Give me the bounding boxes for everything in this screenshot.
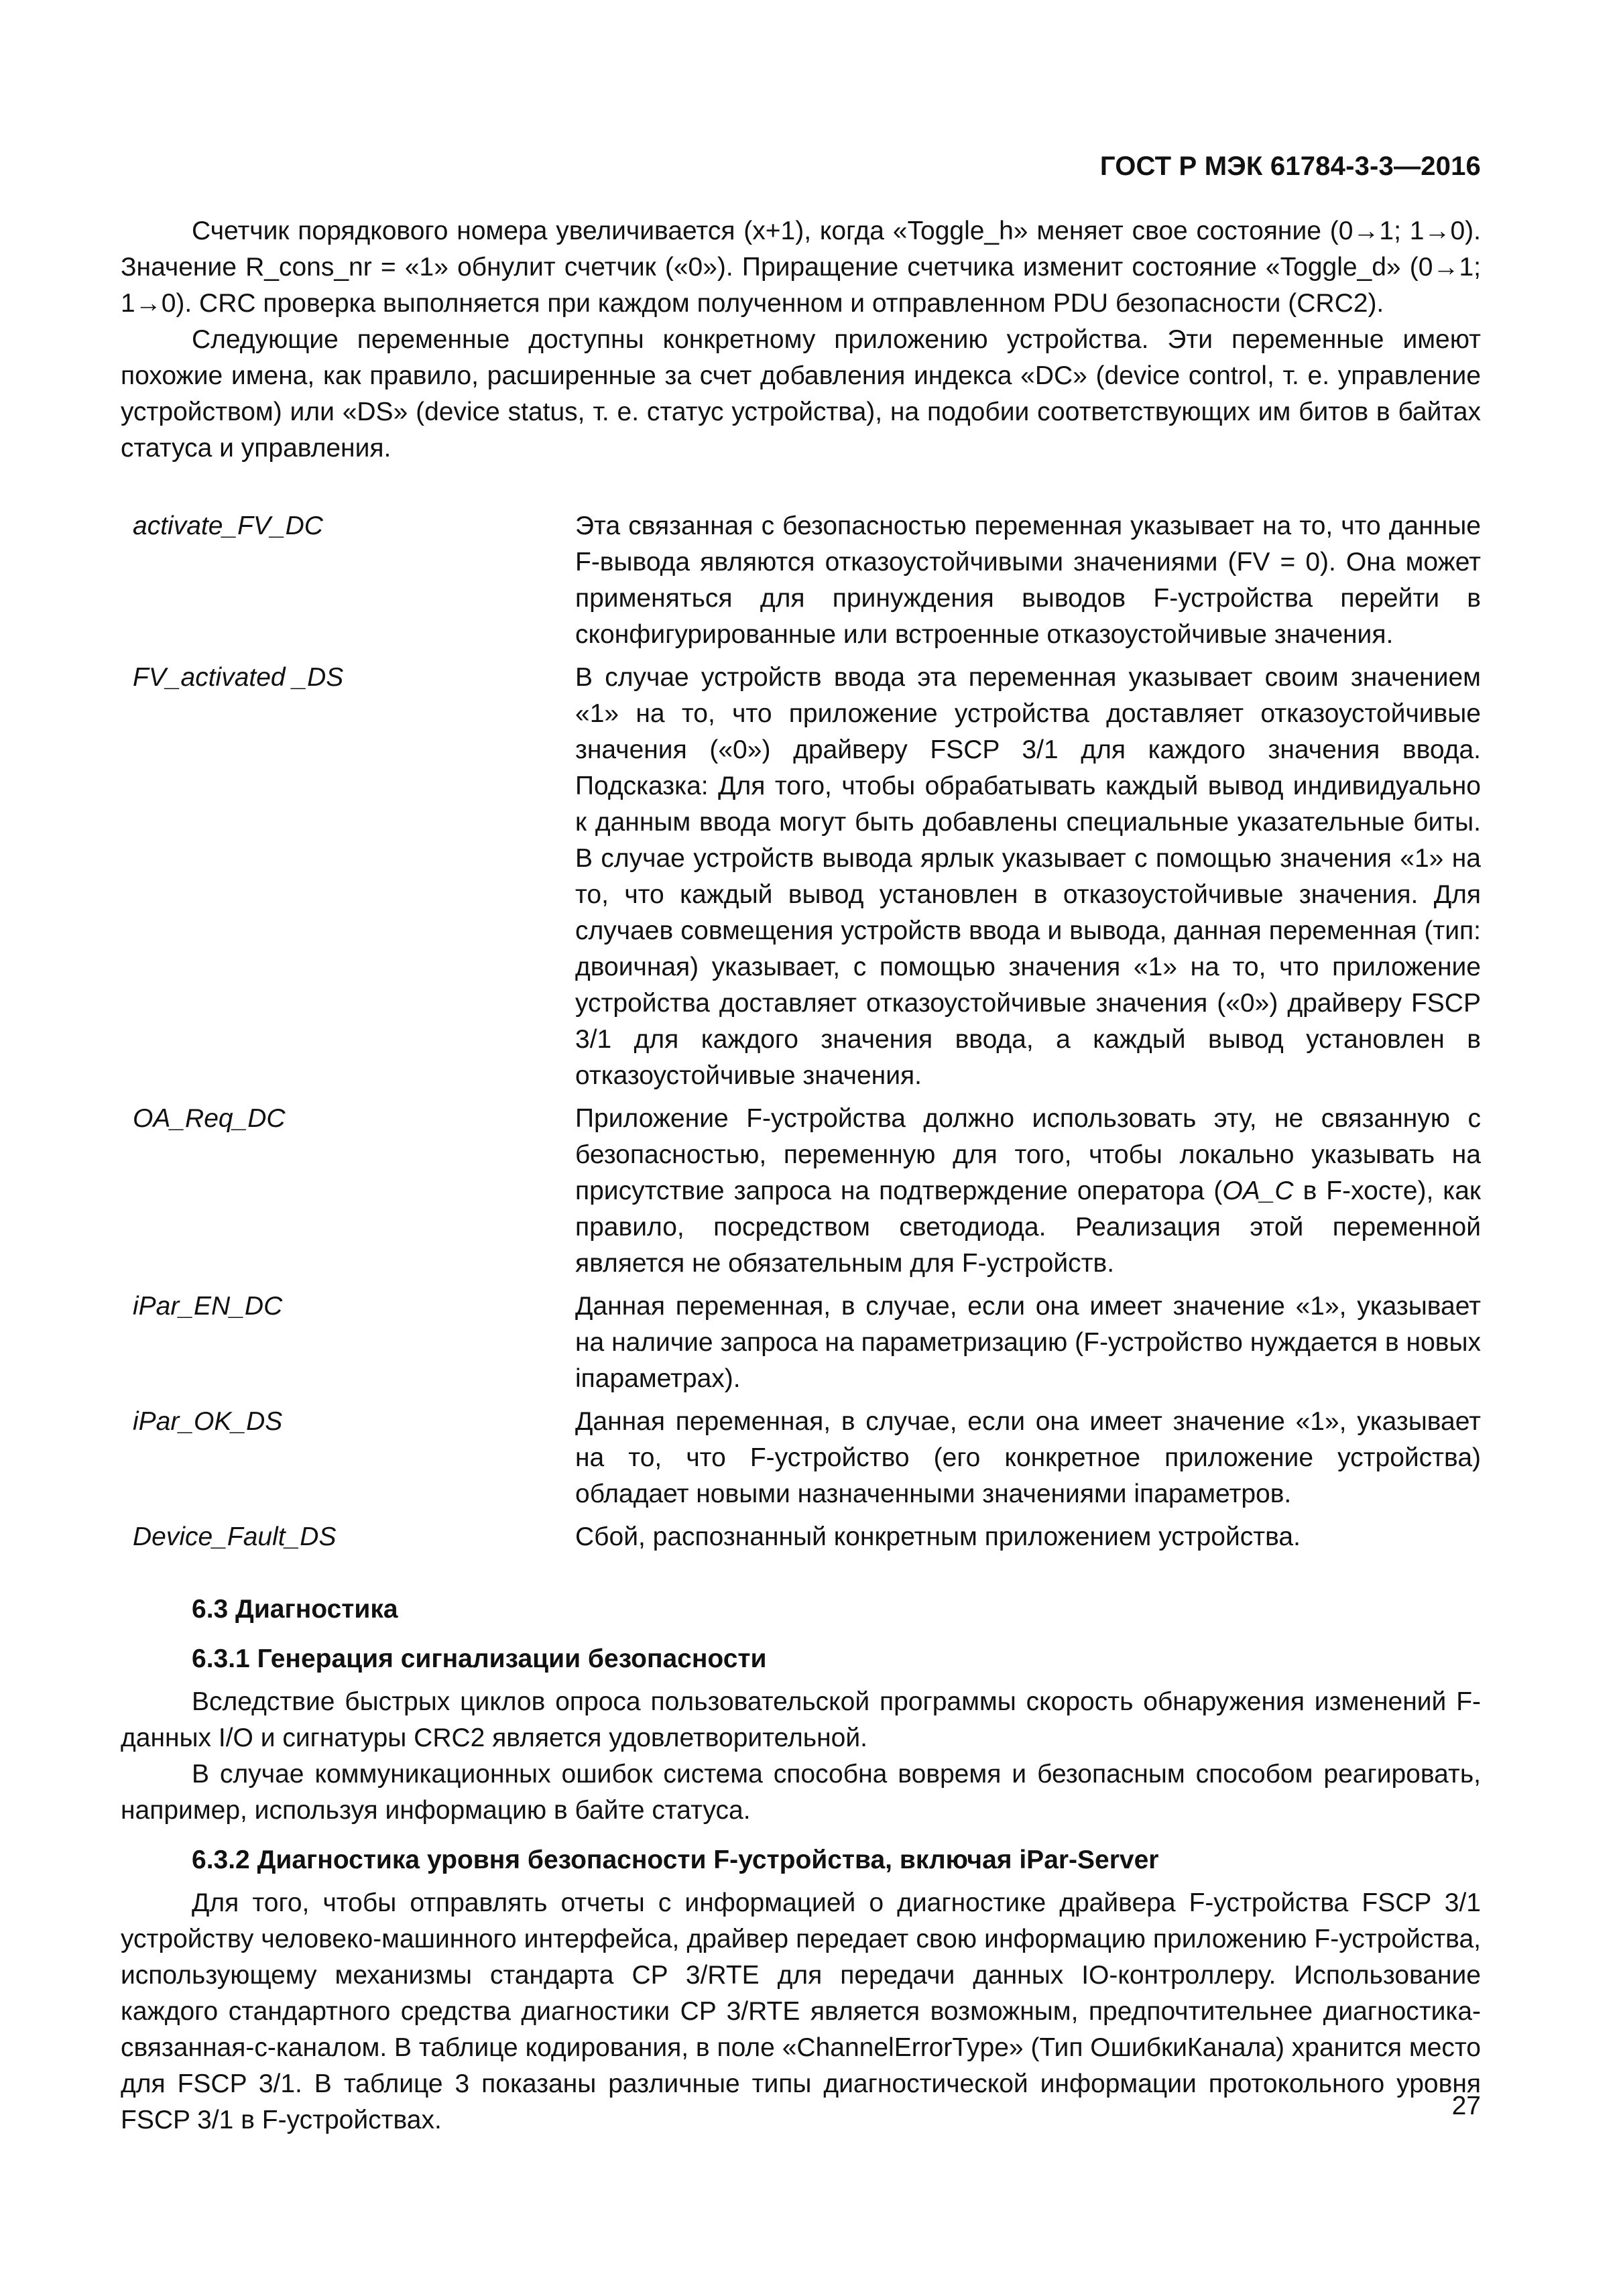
definition-term: OA_Req_DC	[133, 1104, 286, 1133]
definition-description: Данная переменная, в случае, если она имеет значение «1», указывает на наличие запроса на параметризацию (F-устройство нуждается в новых iпараметрах).	[575, 1292, 1482, 1393]
definitions-table	[121, 508, 1481, 1562]
definition-description	[575, 1101, 1481, 1288]
description-text: в F-хосте), как правило, посредством светодиода. Реализация этой переменной является не обязательным для F-устройств.	[575, 1176, 1481, 1278]
section-6-3-1-paragraph-1: Вследствие быстрых циклов опроса пользовательской программы скорость обнаружения изменений F-данных I/O и сигнатуры CRC2 является удовлетворительной.	[121, 1687, 1481, 1752]
section-heading-6-3-2: 6.3.2 Диагностика уровня безопасности F-устройства, включая iPar-Server	[192, 1846, 1159, 1874]
definition-term: FV_activated _DS	[133, 663, 344, 692]
description-text: Приложение F-устройства должно использовать эту, не связанную с безопасностью, переменную для того, чтобы локально указывать на присутствие запроса на подтверждение оператора (	[575, 1104, 1481, 1205]
section-6-3-2-paragraph-1: Для того, чтобы отправлять отчеты с информацией о диагностике драйвера F-устройства FSCP 3/1 устройству человеко-машинного интерфейса, драйвер передает свою информацию приложению F-устройства, использующему механизмы стандарта CP 3/RTE для передачи данных IO-контроллеру. Использование каждого стандартного средства диагностики CP 3/RTE является возможным, предпочтительнее диагностика-связанная-с-каналом. В таблице кодирования, в поле «ChannelErrorType» (Тип ОшибкиКанала) хранится место для FSCP 3/1. В таблице 3 показаны различные типы диагностической информации протокольного уровня FSCP 3/1 в F-устройствах.	[121, 1888, 1481, 2134]
intro-paragraph-2: Следующие переменные доступны конкретному приложению устройства. Эти переменные имеют похожие имена, как правило, расширенные за счет добавления индекса «DC» (device control, т. е. управление устройством) или «DS» (device status, т. е. статус устройства), на подобии соответствующих им битов в байтах статуса и управления.	[121, 325, 1481, 463]
section-heading-6-3-1: 6.3.1 Генерация сигнализации безопасности	[192, 1644, 767, 1673]
description-italic-term: OA_C	[1222, 1176, 1294, 1205]
page-number: 27	[1451, 2092, 1481, 2120]
definition-description: Сбой, распознанный конкретным приложением устройства.	[575, 1522, 1301, 1551]
section-6-3-1-paragraph-2: В случае коммуникационных ошибок система способна вовремя и безопасным способом реагировать, например, используя информацию в байте статуса.	[121, 1760, 1481, 1825]
definition-term: iPar_EN_DC	[133, 1292, 283, 1321]
definition-row	[121, 660, 1481, 1101]
definition-term: activate_FV_DC	[133, 511, 323, 540]
section-heading-6-3: 6.3 Диагностика	[192, 1595, 398, 1624]
definition-term: Device_Fault_DS	[133, 1522, 337, 1551]
definition-term: iPar_OK_DS	[133, 1407, 283, 1436]
definition-row	[121, 1404, 1481, 1519]
definition-description: Эта связанная с безопасностью переменная указывает на то, что данные F-вывода являются отказоустойчивыми значениями (FV = 0). Она может применяться для принуждения выводов F-устройства перейти в сконфигурированные или встроенные отказоустойчивые значения.	[575, 511, 1481, 649]
standard-header: ГОСТ Р МЭК 61784-3-3—2016	[1099, 152, 1481, 181]
definition-row	[121, 508, 1481, 660]
definition-row	[121, 1288, 1481, 1404]
definition-row	[121, 1519, 1481, 1562]
definition-description: В случае устройств ввода эта переменная указывает своим значением «1» на то, что приложение устройства доставляет отказоустойчивые значения («0») драйверу FSCP 3/1 для каждого значения ввода. Подсказка: Для того, чтобы обрабатывать каждый вывод индивидуально к данным ввода могут быть добавлены специальные указательные биты. В случае устройств вывода ярлык указывает с помощью значения «1» на то, что каждый вывод установлен в отказоустойчивые значения. Для случаев совмещения устройств ввода и вывода, данная переменная (тип: двоичная) указывает, с помощью значения «1» на то, что приложение устройства доставляет отказоустойчивые значения («0») драйверу FSCP 3/1 для каждого значения ввода, а каждый вывод установлен в отказоустойчивые значения.	[575, 663, 1481, 1090]
definition-description: Данная переменная, в случае, если она имеет значение «1», указывает на то, что F-устройство (его конкретное приложение устройства) обладает новыми назначенными значениями iпараметров.	[575, 1407, 1481, 1508]
definition-row	[121, 1101, 1481, 1288]
document-body	[121, 213, 1481, 2138]
intro-paragraph-1: Счетчик порядкового номера увеличивается (x+1), когда «Toggle_h» меняет свое состояние (0→1; 1→0). Значение R_cons_nr = «1» обнулит счетчик («0»). Приращение счетчика изменит состояние «Toggle_d» (0→1; 1→0). CRC проверка выполняется при каждом полученном и отправленном PDU безопасности (CRC2).	[121, 217, 1481, 318]
